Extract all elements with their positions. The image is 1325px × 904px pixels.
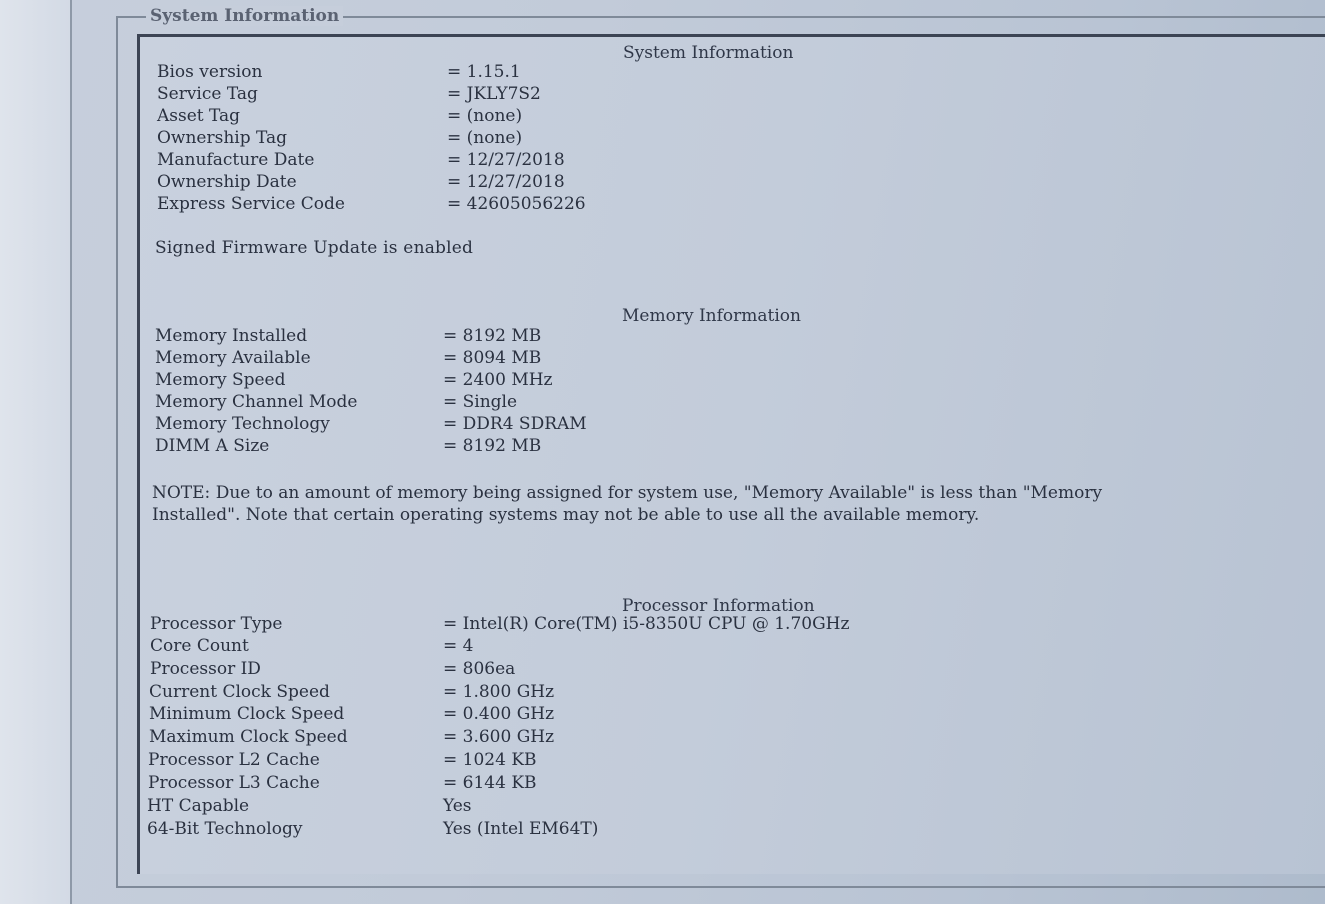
row-label: Current Clock Speed — [149, 682, 330, 702]
row-label: Processor L3 Cache — [148, 773, 320, 793]
info-row-bios-version — [157, 62, 757, 84]
row-label: 64-Bit Technology — [147, 819, 303, 839]
system-section-title: System Information — [623, 43, 794, 63]
settings-tree-pane[interactable] — [0, 0, 72, 904]
row-value: = 8094 MB — [443, 348, 542, 368]
row-label: Memory Available — [155, 348, 311, 368]
info-row-processor-l3-cache — [148, 773, 968, 795]
row-value: = DDR4 SDRAM — [443, 414, 587, 434]
row-label: Minimum Clock Speed — [149, 704, 345, 724]
info-row-manufacture-date — [157, 150, 757, 172]
firmware-update-status: Signed Firmware Update is enabled — [155, 238, 474, 258]
row-value: = 6144 KB — [443, 773, 537, 793]
info-row-memory-channel-mode — [155, 392, 755, 414]
row-value: = 3.600 GHz — [443, 727, 555, 747]
info-row-64-bit-technology — [147, 819, 967, 841]
info-row-core-count — [150, 636, 970, 658]
row-value: = 4 — [443, 636, 474, 656]
row-label: Core Count — [150, 636, 249, 656]
row-value: = 1.15.1 — [447, 62, 521, 82]
info-row-maximum-clock-speed — [149, 727, 969, 749]
info-row-processor-type — [150, 614, 970, 636]
row-label: Maximum Clock Speed — [149, 727, 348, 747]
row-value: = Intel(R) Core(TM) i5-8350U CPU @ 1.70GHz — [443, 614, 850, 634]
info-row-memory-technology — [155, 414, 755, 436]
info-row-memory-available — [155, 348, 755, 370]
row-label: Memory Channel Mode — [155, 392, 358, 412]
row-value: = 1.800 GHz — [443, 682, 555, 702]
info-row-processor-l2-cache — [148, 750, 968, 772]
row-value: = 12/27/2018 — [447, 172, 565, 192]
info-row-memory-installed — [155, 326, 755, 348]
processor-section-title: Processor Information — [622, 596, 815, 616]
info-row-current-clock-speed — [149, 682, 969, 704]
info-row-ownership-date — [157, 172, 757, 194]
memory-note: NOTE: Due to an amount of memory being assigned for system use, "Memory Available" is less than "Memory Installed". Note that certain operating systems may not be able to use all the available memory. — [152, 483, 1103, 525]
info-row-memory-speed — [155, 370, 755, 392]
row-value: Yes (Intel EM64T) — [443, 819, 599, 839]
memory-section-title: Memory Information — [622, 306, 801, 326]
row-label: Ownership Date — [157, 172, 297, 192]
row-value: = 0.400 GHz — [443, 704, 555, 724]
row-value: Yes — [443, 796, 472, 816]
info-row-processor-id — [150, 659, 970, 681]
info-row-dimm-a-size — [155, 436, 755, 458]
row-label: Processor ID — [150, 659, 261, 679]
row-label: Service Tag — [157, 84, 258, 104]
row-value: = (none) — [447, 106, 523, 126]
row-value: = 8192 MB — [443, 436, 542, 456]
row-label: Processor L2 Cache — [148, 750, 320, 770]
row-label: Ownership Tag — [157, 128, 288, 148]
row-label: DIMM A Size — [155, 436, 270, 456]
info-row-minimum-clock-speed — [149, 704, 969, 726]
row-value: = 806ea — [443, 659, 516, 679]
row-label: Express Service Code — [157, 194, 345, 214]
info-row-ht-capable — [147, 796, 967, 818]
row-value: = 42605056226 — [447, 194, 586, 214]
row-label: Memory Technology — [155, 414, 330, 434]
row-value: = 8192 MB — [443, 326, 542, 346]
row-label: Manufacture Date — [157, 150, 315, 170]
row-value: = (none) — [447, 128, 523, 148]
row-value: = 12/27/2018 — [447, 150, 565, 170]
row-value: = 1024 KB — [443, 750, 537, 770]
row-value: = 2400 MHz — [443, 370, 553, 390]
row-label: HT Capable — [147, 796, 250, 816]
row-label: Bios version — [157, 62, 263, 82]
row-label: Processor Type — [150, 614, 283, 634]
row-value: = Single — [443, 392, 518, 412]
info-row-asset-tag — [157, 106, 757, 128]
row-value: = JKLY7S2 — [447, 84, 541, 104]
row-label: Asset Tag — [157, 106, 241, 126]
info-row-express-service-code — [157, 194, 757, 216]
group-title: System Information — [146, 6, 343, 26]
info-row-service-tag — [157, 84, 757, 106]
row-label: Memory Speed — [155, 370, 286, 390]
row-label: Memory Installed — [155, 326, 308, 346]
info-row-ownership-tag — [157, 128, 757, 150]
